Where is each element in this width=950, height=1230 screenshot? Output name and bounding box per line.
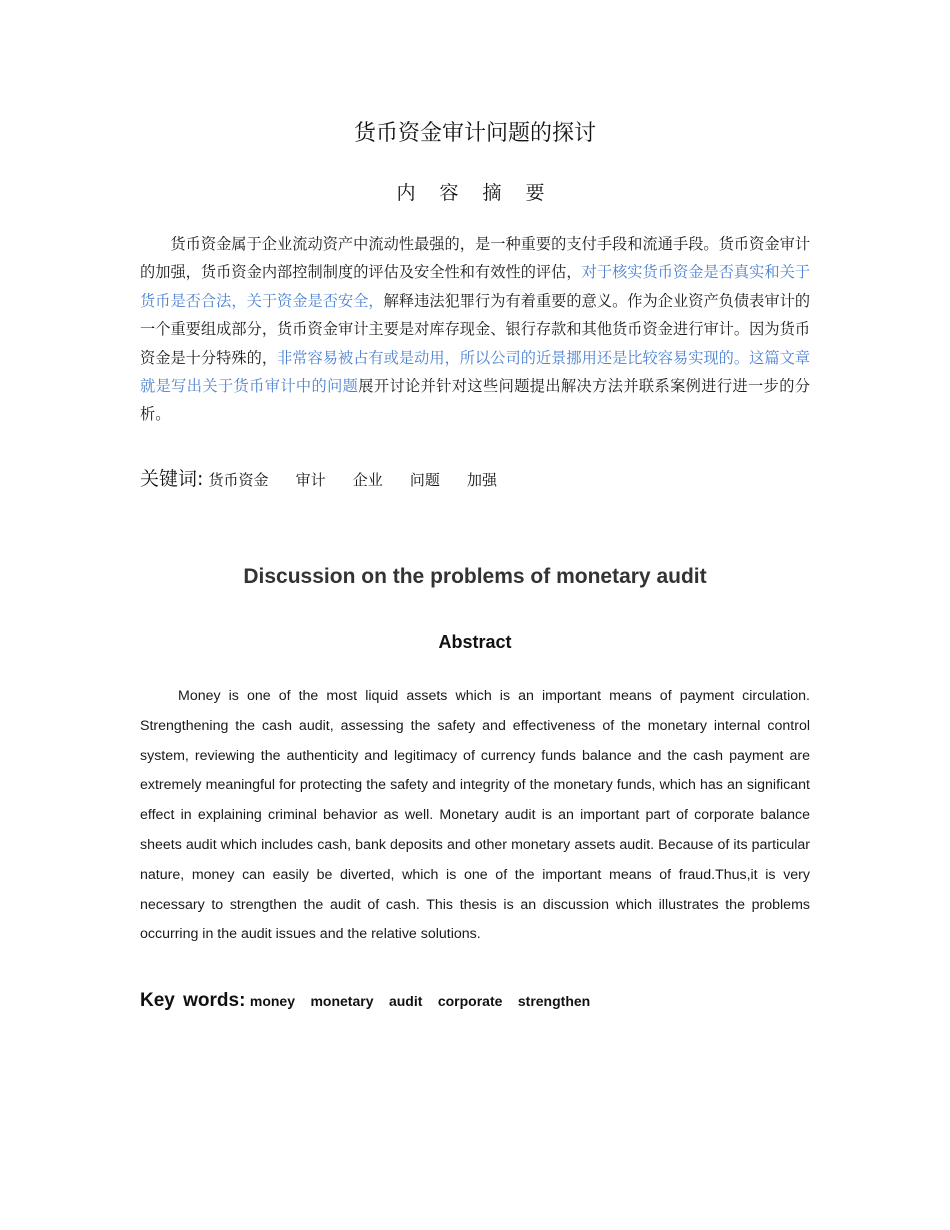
chinese-abstract-segment: 展开讨论并针对这些问题提出解决方法并联系案例进行进一步的分析。 — [140, 377, 811, 424]
english-keywords-label: Key words: — [140, 990, 246, 1011]
chinese-keyword: 企业 — [352, 471, 383, 489]
chinese-keyword: 审计 — [295, 471, 326, 489]
chinese-abstract-highlight: 对于核实货币资金是否真实和关于货币是否合法，关于资金是否安全， — [140, 263, 811, 310]
chinese-keyword: 货币资金 — [208, 471, 269, 489]
chinese-abstract-segment: 货币资金属于企业流动资产中流动性最强的，是一种重要的支付手段和流通手段。货币资金审计的加强，货币资金内部控制制度的评估及安全性和有效性的评估， — [140, 235, 810, 282]
chinese-keywords-label: 关键词: — [140, 468, 204, 490]
english-abstract-heading: Abstract — [438, 632, 512, 652]
english-keywords — [140, 990, 810, 1012]
english-keyword: audit — [388, 993, 423, 1009]
english-keyword: strengthen — [517, 993, 591, 1009]
chinese-keyword: 问题 — [409, 471, 440, 489]
chinese-title: 货币资金审计问题的探讨 — [353, 121, 596, 146]
english-keyword: corporate — [437, 993, 503, 1009]
english-abstract: Money is one of the most liquid assets which is an important means of payment circulation. Strengthening the cash audit, assessing the safety and effectiveness of the monetary internal control system, reviewing the authenticity and legitimacy of currency funds balance and the cash payment are extremely meaningful for protecting the safety and integrity of the monetary funds, which has an significant effect in explaining criminal behavior as well. Monetary audit is an important part of corporate balance sheets audit which includes cash, bank deposits and other monetary assets audit. Because of its particular nature, money can easily be diverted, which is one of the important means of fraud.Thus,it is very necessary to strengthen the audit of cash. This thesis is an discussion which illustrates the problems occurring in the audit issues and the relative solutions. — [140, 688, 810, 943]
chinese-abstract-highlight: 非常容易被占有或是动用，所以公司的近景挪用还是比较容易实现的。这篇文章就是写出关于货币审计中的问题 — [140, 348, 811, 396]
chinese-abstract-heading: 内 容 摘 要 — [396, 182, 554, 204]
chinese-abstract-segment: 解释违法犯罪行为有着重要的意义。作为企业资产负债表审计的一个重要组成部分，货币资金审计主要是对库存现金、银行存款和其他货币资金进行审计。因为货币资金是十分特殊的， — [140, 291, 811, 367]
chinese-keyword: 加强 — [466, 471, 497, 489]
chinese-keywords — [140, 464, 810, 491]
chinese-abstract — [140, 230, 810, 429]
english-keyword: money — [249, 993, 295, 1009]
english-keyword: monetary — [310, 993, 374, 1009]
english-title: Discussion on the problems of monetary audit — [243, 565, 707, 588]
